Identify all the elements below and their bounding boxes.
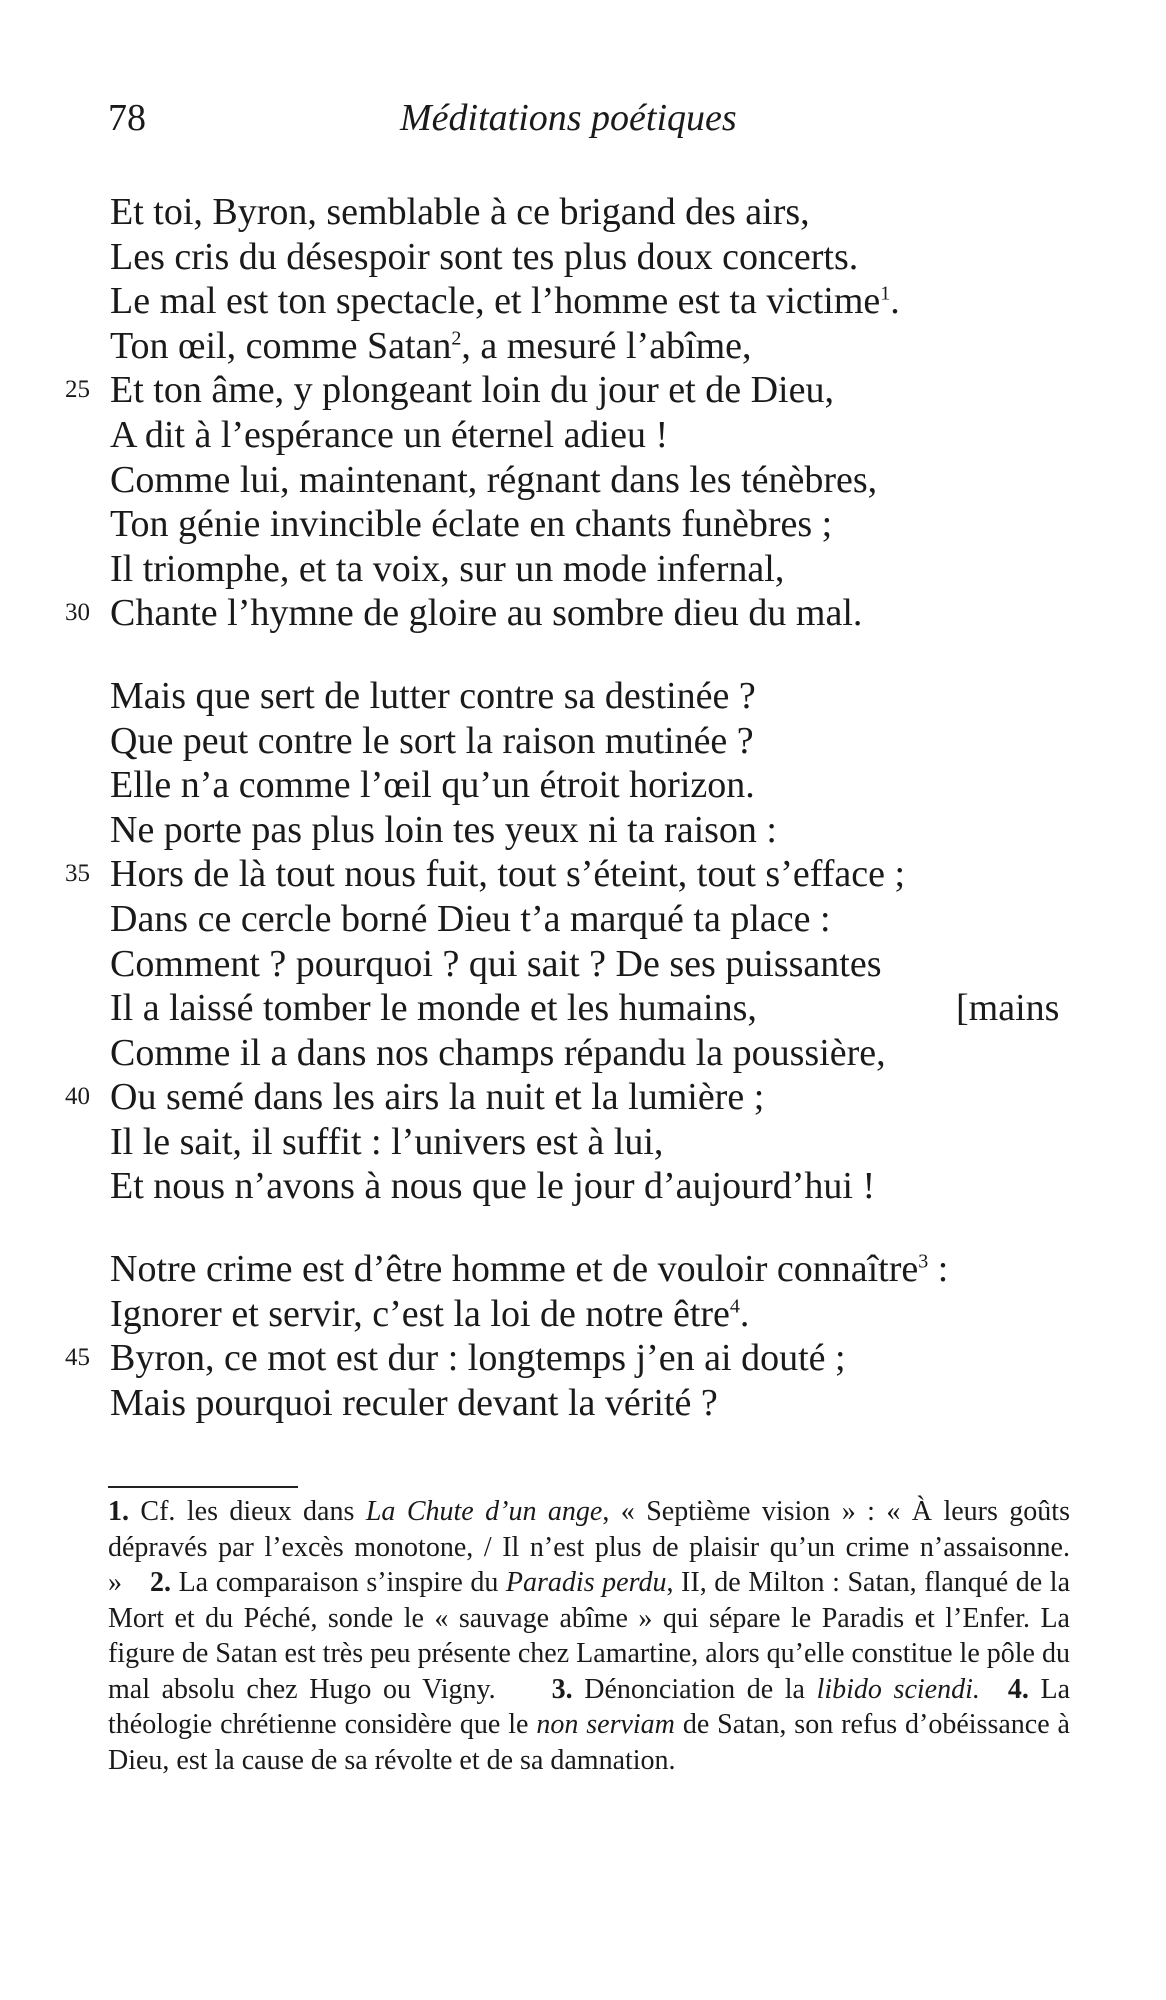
verse-line: [50, 1336, 1130, 1381]
turnover-word: [mains: [956, 987, 1060, 1030]
footnote-1-text-cont: , « Septième vision » : « À leurs goûts dépravés par l’excès monotone, / Il n’est plus de plaisir qu’un crime n’assaisonne. »: [108, 1496, 1070, 1598]
verse-line: [50, 897, 1130, 942]
verse-line: [50, 235, 1130, 280]
verse-line: [50, 1075, 1130, 1120]
verse-text: [110, 808, 777, 853]
verse-text: [110, 1381, 718, 1426]
verse-line: [50, 591, 1130, 636]
footnote-3-term: libido sciendi.: [816, 1673, 980, 1705]
verse-line: [50, 1292, 1130, 1337]
footnote-1-number: 1.: [108, 1496, 129, 1527]
verse-text: [110, 591, 862, 636]
footnote-4-text-cont: de Satan, son refus d’obéissance à Dieu, est la cause de sa révolte et de sa damnation.: [108, 1709, 1070, 1776]
verse-text: [110, 1247, 948, 1292]
stanza: [50, 674, 1130, 1209]
verse-text: [110, 942, 882, 987]
verse-line: [50, 1381, 1130, 1426]
verse-text: [110, 1075, 764, 1120]
footnote-ref: 1: [880, 282, 891, 305]
verse-text: [110, 1031, 886, 1076]
verse-line: [50, 413, 1130, 458]
verse-text: [110, 719, 754, 764]
verse-text-main: Comme lui, maintenant, régnant dans les ténèbres,: [110, 458, 878, 501]
verse-line: [50, 190, 1130, 235]
verse-text-tail: .: [890, 280, 900, 323]
verse-text-main: Mais que sert de lutter contre sa destinée ?: [110, 674, 756, 717]
verse-text: [110, 547, 784, 592]
footnote-rule: [108, 1486, 298, 1488]
verse-text: [110, 1292, 749, 1337]
running-title: Méditations poétiques: [400, 97, 737, 139]
verse-text: [110, 502, 832, 547]
verse-text-main: Ton génie invincible éclate en chants funèbres ;: [110, 503, 833, 546]
footnote-ref: 4: [729, 1295, 740, 1317]
verse-text-main: Dans ce cercle borné Dieu t’a marqué ta place :: [110, 897, 831, 940]
verse-text: [110, 674, 756, 719]
stanza: [50, 1247, 1130, 1425]
footnote-3-number: 3.: [551, 1673, 573, 1705]
verse-text-main: Byron, ce mot est dur : longtemps j’en ai douté ;: [110, 1337, 846, 1380]
poem: [50, 190, 1130, 1425]
verse-text-main: Il a laissé tomber le monde et les humains,: [110, 987, 757, 1030]
verse-text: [110, 458, 877, 503]
verse-text-main: Le mal est ton spectacle, et l’homme est ta victime: [110, 280, 881, 323]
verse-text-main: Et nous n’avons à nous que le jour d’aujourd’hui !: [110, 1165, 876, 1208]
line-number: 25: [65, 376, 90, 404]
line-number: 45: [65, 1344, 90, 1372]
verse-line: [50, 502, 1130, 547]
verse-text: [110, 235, 858, 280]
verse-line: [50, 852, 1130, 897]
footnote-4-term: non serviam: [536, 1709, 675, 1740]
verse-line: [50, 279, 1130, 324]
verse-text: [110, 279, 900, 324]
verse-text-tail: .: [739, 1292, 750, 1335]
verse-text: [110, 1164, 875, 1209]
verse-text-main: Il triomphe, et ta voix, sur un mode infernal,: [110, 547, 785, 590]
footnote-ref: 2: [451, 327, 462, 350]
verse-text-tail: :: [928, 1248, 949, 1291]
verse-line: [50, 1031, 1130, 1076]
verse-text: [110, 1336, 846, 1381]
verse-text-main: Comme il a dans nos champs répandu la poussière,: [110, 1031, 886, 1074]
verse-line: [50, 942, 1130, 987]
verse-text: [110, 190, 810, 235]
verse-text: [110, 897, 831, 942]
verse-text: [110, 1120, 663, 1165]
verse-line: [50, 547, 1130, 592]
verse-text-main: Il le sait, il suffit : l’univers est à lui,: [110, 1120, 664, 1163]
footnote-4-number: 4.: [1007, 1673, 1029, 1705]
verse-text: [110, 413, 668, 458]
footnote-2-number: 2.: [150, 1567, 171, 1598]
verse-text-main: Ton œil, comme Satan: [110, 324, 452, 367]
page-number: 78: [108, 97, 146, 139]
verse-text-main: A dit à l’espérance un éternel adieu !: [110, 413, 669, 456]
verse-text-main: Notre crime est d’être homme et de vouloir connaître: [110, 1248, 919, 1291]
footnotes: [108, 1494, 1070, 1778]
footnote-1-text: Cf. les dieux dans: [129, 1496, 366, 1527]
verse-line: [50, 1164, 1130, 1209]
line-number: 35: [65, 860, 90, 888]
verse-line: [50, 1247, 1130, 1292]
verse-line: [50, 719, 1130, 764]
verse-text-main: Hors de là tout nous fuit, tout s’éteint, tout s’efface ;: [110, 853, 906, 896]
verse-text: [110, 852, 905, 897]
verse-text-main: Mais pourquoi reculer devant la vérité ?: [110, 1381, 718, 1424]
stanza: [50, 190, 1130, 636]
verse-line: [50, 763, 1130, 808]
verse-line: [50, 808, 1130, 853]
footnote-4-text: La théologie chrétienne considère que le: [108, 1673, 1071, 1740]
verse-text: [110, 986, 757, 1031]
verse-line: [50, 1120, 1130, 1165]
verse-text-main: Et toi, Byron, semblable à ce brigand des airs,: [110, 191, 810, 233]
verse-line: [50, 368, 1130, 413]
verse-text-main: Comment ? pourquoi ? qui sait ? De ses puissantes: [110, 942, 882, 985]
verse-line: [50, 324, 1130, 369]
verse-text-main: Et ton âme, y plongeant loin du jour et de Dieu,: [110, 369, 834, 412]
footnote-2-title: Paradis perdu: [505, 1567, 667, 1598]
verse-text-main: Chante l’hymne de gloire au sombre dieu du mal.: [110, 592, 863, 635]
verse-text-main: Ignorer et servir, c’est la loi de notre être: [110, 1292, 730, 1335]
footnote-ref: 3: [918, 1250, 929, 1273]
line-number: 40: [65, 1083, 90, 1111]
footnote-2-text: La comparaison s’inspire du: [171, 1567, 506, 1598]
verse-text-main: Ou semé dans les airs la nuit et la lumière ;: [110, 1076, 765, 1119]
footnote-3-text: Dénonciation de la: [572, 1673, 817, 1705]
verse-text: [110, 763, 755, 808]
line-number: 30: [65, 599, 90, 627]
verse-line: [50, 458, 1130, 503]
verse-text-main: Ne porte pas plus loin tes yeux ni ta raison :: [110, 808, 777, 851]
verse-line: [50, 986, 1130, 1031]
verse-text: [110, 324, 752, 369]
verse-text-main: Elle n’a comme l’œil qu’un étroit horizon.: [110, 764, 755, 807]
verse-text-tail: , a mesuré l’abîme,: [461, 324, 752, 367]
verse-text-main: Les cris du désespoir sont tes plus doux concerts.: [110, 235, 859, 278]
footnote-2-text-cont: , II, de Milton : Satan, flanqué de la Mort et du Péché, sonde le « sauvage abîme » qui sépare le Paradis et l’Enfer. La figure de Satan est très peu présente chez Lamartine, alors qu’elle constitue le pôle du mal absolu chez Hugo ou Vigny.: [108, 1567, 1070, 1705]
verse-text: [110, 368, 834, 413]
footnote-1-title: La Chute d’un ange: [365, 1496, 603, 1527]
verse-text-main: Que peut contre le sort la raison mutinée ?: [110, 719, 754, 762]
verse-line: [50, 674, 1130, 719]
